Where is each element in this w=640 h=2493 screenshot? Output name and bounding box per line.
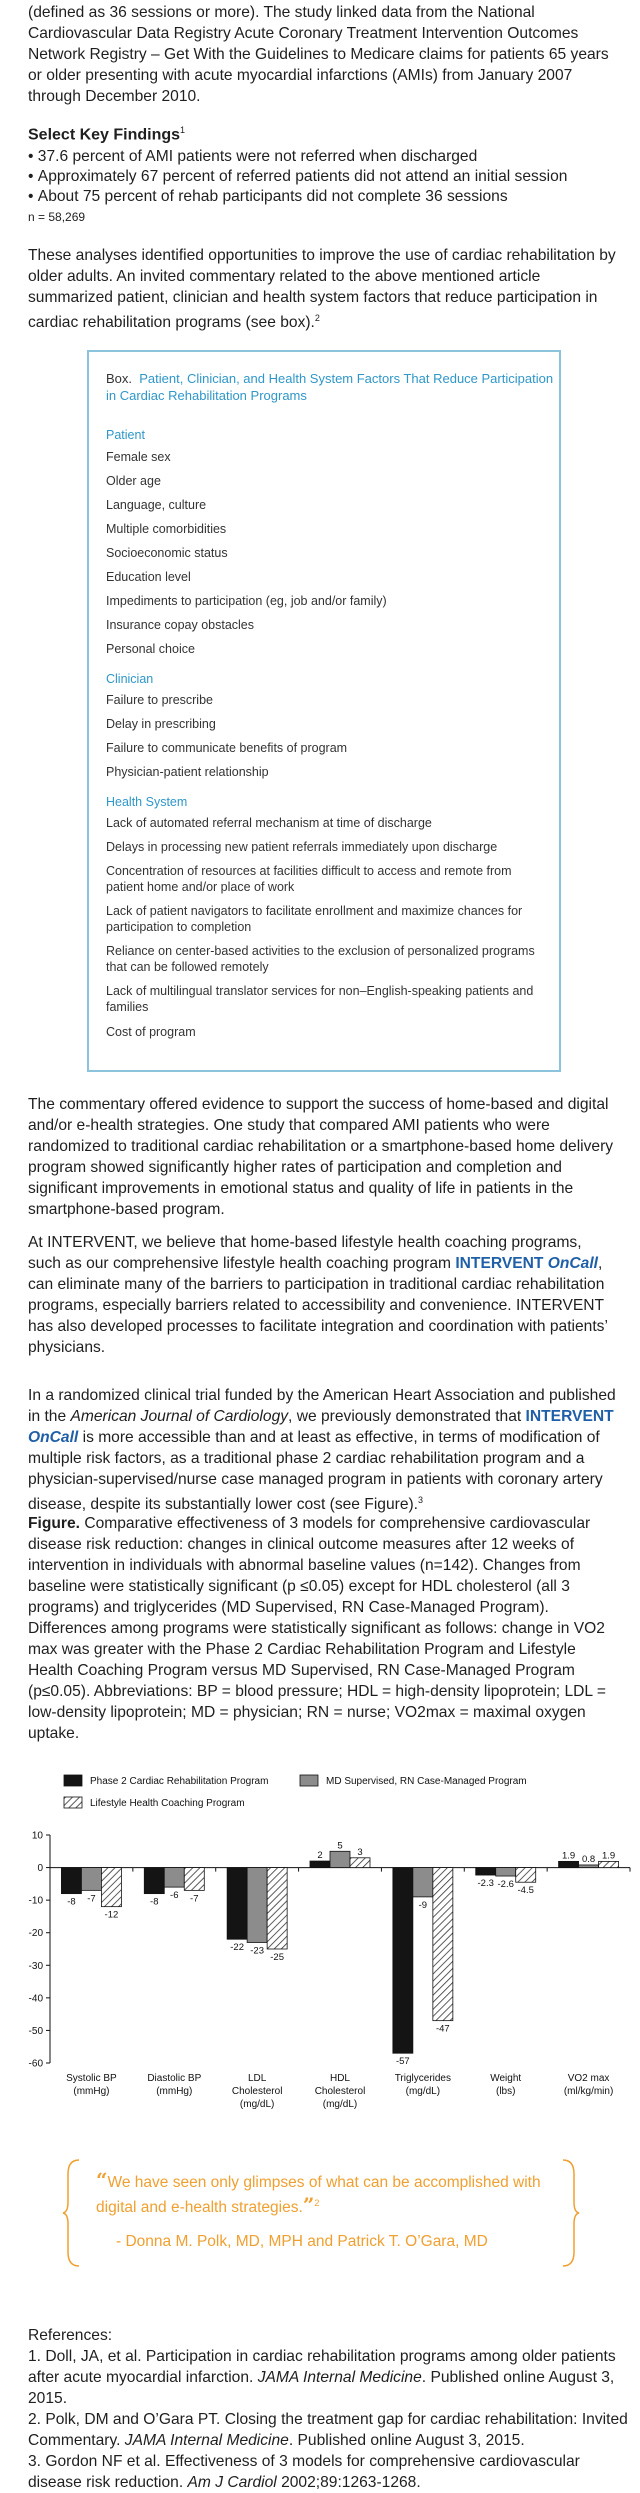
trial-paragraph: In a randomized clinical trial funded by the American Heart Association and published in the American Journal of Cardiology, we previously demonstrated that INTERVENT OnCall is more accessible than and at least as effective, in terms of modification of multiple risk factors, as a traditional phase 2 cardiac rehabilitation program and a physician-supervised/nurse case managed program in patients with coronary artery disease, despite its substantially lower cost (see Figure).$^3$	[28, 1387, 616, 1514]
data-label: -2.3	[477, 1878, 494, 1890]
box-section-patient: Patient	[106, 428, 145, 442]
list-item: Failure to prescribe	[106, 693, 213, 707]
bar	[579, 1865, 599, 1868]
list-item: Lack of patient navigators to facilitate enrollment and maximize chances for participation to completion	[106, 904, 523, 934]
list-item: Physician-patient relationship	[106, 765, 269, 779]
y-tick-label: -40	[28, 1993, 43, 2005]
figure-label: Figure.	[28, 1515, 80, 1532]
x-tick-label: Systolic BP	[66, 2073, 117, 2084]
data-label: 5	[337, 1840, 343, 1852]
bar	[184, 1868, 204, 1891]
list-item: • 37.6 percent of AMI patients were not referred when discharged	[28, 147, 618, 167]
data-label: -2.6	[497, 1879, 514, 1891]
figure-chart	[0, 1770, 640, 2200]
references	[28, 2325, 628, 2493]
y-tick-label: -30	[28, 1960, 43, 1972]
bar	[393, 1868, 413, 2054]
x-tick-label: (lbs)	[495, 2086, 516, 2097]
commentary-paragraph: The commentary offered evidence to support the success of home-based and digital and/or e-health strategies. One study that compared AMI patients who were randomized to traditional cardiac rehabilitation or a smartphone-based home delivery program showed significantly higher rates of participation and completion and significant improvements in emotional status and quality of life in patients in the smartphone-based program.	[28, 1096, 614, 1218]
y-tick-label: 0	[37, 1863, 43, 1875]
footnote-ref: 3	[418, 1495, 424, 1505]
journal-name: American Journal of Cardiology	[70, 1408, 289, 1425]
y-tick-label: -10	[28, 1895, 43, 1907]
bar	[101, 1868, 121, 1907]
data-label: -25	[270, 1952, 285, 1963]
list-item: Failure to communicate benefits of program	[106, 741, 348, 755]
data-label: 0.8	[581, 1853, 596, 1865]
legend-label: Lifestyle Health Coaching Program	[90, 1798, 245, 1809]
legend-swatch	[64, 1797, 82, 1808]
data-label: -23	[250, 1945, 265, 1957]
list-item: Delay in prescribing	[106, 717, 216, 731]
y-tick-label: -20	[28, 1928, 43, 1940]
legend-label: MD Supervised, RN Case-Managed Program	[326, 1776, 527, 1787]
x-tick-label: Cholesterol	[231, 2086, 283, 2097]
bar	[599, 1861, 619, 1867]
x-tick-label: Cholesterol	[314, 2086, 366, 2097]
legend-label: Phase 2 Cardiac Rehabilitation Program	[90, 1776, 269, 1787]
data-label: -4.5	[517, 1885, 534, 1897]
box-section-clinician: Clinician	[106, 672, 154, 686]
legend-swatch	[64, 1775, 82, 1786]
data-label: -22	[230, 1942, 245, 1954]
bar	[247, 1868, 267, 1943]
sample-size: n = 58,269	[28, 210, 86, 224]
x-tick-label: (mg/dL)	[405, 2086, 441, 2097]
x-tick-label: LDL	[247, 2073, 267, 2084]
data-label: -47	[435, 2023, 450, 2035]
key-findings-list	[28, 147, 618, 207]
list-item: Cost of program	[106, 1025, 196, 1039]
bar	[350, 1858, 370, 1868]
bar	[144, 1868, 164, 1894]
brand-name-suffix: OnCall	[28, 1429, 79, 1446]
quote-attribution: - Donna M. Polk, MD, MPH and Patrick T. O’Gara, MD	[116, 2233, 488, 2250]
footnote-ref: 2	[314, 313, 320, 323]
legend-swatch	[300, 1775, 318, 1786]
x-tick-label: Weight	[490, 2073, 522, 2084]
data-label: 2	[317, 1850, 323, 1862]
bar	[433, 1868, 453, 2021]
brand-name-suffix: OnCall	[547, 1255, 599, 1272]
intro-paragraph: (defined as 36 sessions or more). The study linked data from the National Cardiovascular Data Registry Acute Coronary Treatment Intervention Outcomes Network Registry – Get With the Guidelines to Medicare claims for patients 65 years or older presenting with acute myocardial infarctions (AMIs) from January 2007 through December 2010.	[28, 4, 609, 105]
data-label: 1.9	[561, 1850, 576, 1862]
list-item: Lack of multilingual translator services for non–English-speaking patients and families	[106, 984, 534, 1014]
data-label: -8	[150, 1896, 159, 1908]
quote-brace-left	[62, 2158, 82, 2268]
brand-name: INTERVENT	[455, 1255, 544, 1272]
list-item: Concentration of resources at facilities difficult to access and remote from patient home and/or place of work	[106, 864, 512, 894]
list-item: Socioeconomic status	[106, 546, 228, 560]
y-tick-label: 10	[31, 1830, 43, 1842]
bar	[496, 1868, 516, 1876]
data-label: -7	[87, 1893, 96, 1905]
x-tick-label: (mmHg)	[73, 2086, 110, 2097]
bar	[310, 1861, 330, 1868]
intervent-paragraph: At INTERVENT, we believe that home-based lifestyle health coaching programs, such as our comprehensive lifestyle health coaching program INTERVENT OnCall, can eliminate many of the barriers to participation in traditional cardiac rehabilitation programs, especially barriers related to accessibility and convenience. INTERVENT has also developed processes to facilitate integration and coordination with patients’ physicians.	[28, 1234, 608, 1356]
data-label: -9	[418, 1899, 428, 1911]
box-section-health-system: Health System	[106, 795, 188, 809]
list-item: Education level	[106, 570, 191, 584]
references-heading: References:	[28, 2327, 113, 2344]
bar	[164, 1868, 184, 1888]
x-tick-label: VO2 max	[567, 2073, 610, 2084]
pull-quote: “We have seen only glimpses of what can be accomplished with digital and e-health strategies.”$^2$	[96, 2168, 541, 2218]
box-title: Box. Patient, Clinician, and Health System Factors That Reduce Participation in Cardiac Rehabilitation Programs	[106, 371, 554, 403]
x-tick-label: (mg/dL)	[322, 2099, 358, 2110]
footnote-ref: 1	[180, 125, 186, 135]
close-quote-icon: ”	[302, 2193, 315, 2218]
x-tick-label: Triglycerides	[394, 2073, 452, 2084]
bar	[61, 1868, 81, 1894]
y-tick-label: -60	[28, 2058, 43, 2070]
brand-name: INTERVENT	[525, 1408, 614, 1425]
analysis-paragraph: These analyses identified opportunities to improve the use of cardiac rehabilitation by older adults. An invited commentary related to the above mentioned article summarized patient, clinician and health system factors that reduce participation in cardiac rehabilitation programs (see box).$^2$	[28, 247, 616, 332]
open-quote-icon: “	[96, 2168, 108, 2192]
x-tick-label: (mg/dL)	[239, 2099, 275, 2110]
data-label: -12	[104, 1909, 119, 1921]
data-label: -57	[395, 2056, 410, 2068]
data-label: -7	[190, 1893, 199, 1905]
list-item: • Approximately 67 percent of referred patients did not attend an initial session	[28, 167, 618, 187]
reference-item: 3. Gordon NF et al. Effectiveness of 3 models for comprehensive cardiovascular disease risk reduction. Am J Cardiol 2002;89:1263-1268.	[28, 2453, 580, 2491]
x-tick-label: HDL	[329, 2073, 351, 2084]
reference-item: 1. Doll, JA, et al. Participation in cardiac rehabilitation programs among older patients after acute myocardial infarction. JAMA Internal Medicine. Published online August 3, 2015.	[28, 2348, 616, 2407]
list-item: Impediments to participation (eg, job and/or family)	[106, 594, 387, 608]
data-label: 1.9	[601, 1850, 616, 1862]
list-item: Lack of automated referral mechanism at time of discharge	[106, 816, 432, 830]
bar	[330, 1851, 350, 1867]
reference-item: 2. Polk, DM and O’Gara PT. Closing the treatment gap for cardiac rehabilitation: Invited Commentary. JAMA Internal Medicine. Published online August 3, 2015.	[28, 2411, 628, 2449]
list-item: Personal choice	[106, 642, 195, 656]
list-item: Language, culture	[106, 498, 207, 512]
list-item: Reliance on center-based activities to the exclusion of personalized programs that can be followed remotely	[106, 944, 535, 974]
list-item: Older age	[106, 474, 161, 488]
figure-caption: Figure. Comparative effectiveness of 3 models for comprehensive cardiovascular disease risk reduction: changes in clinical outcome measures after 12 weeks of intervention in individuals with abnormal baseline values (n=142). Changes from baseline were statistically significant (p ≤0.05) except for HDL cholesterol (all 3 programs) and triglycerides (MD Supervised, RN Case-Managed Program). Differences among programs were statistically significant as follows: change in VO2 max was greater with the Phase 2 Cardiac Rehabilitation Program and Lifestyle Health Coaching Program versus MD Supervised, RN Case-Managed Program (p≤0.05). Abbreviations: BP = blood pressure; HDL = high-density lipoprotein; LDL = low-density lipoprotein; MD = physician; RN = nurse; VO2max = maximal oxygen uptake.	[28, 1515, 606, 1742]
bar	[476, 1868, 496, 1875]
x-tick-label: (mmHg)	[156, 2086, 193, 2097]
list-item: Multiple comorbidities	[106, 522, 227, 536]
bar	[559, 1861, 579, 1867]
key-findings-title: Select Key Findings$^1$	[28, 125, 186, 144]
bar	[267, 1868, 287, 1949]
list-item: Female sex	[106, 450, 171, 464]
bar	[81, 1868, 101, 1891]
y-tick-label: -50	[28, 2025, 43, 2037]
x-tick-label: (ml/kg/min)	[563, 2086, 614, 2097]
bar	[227, 1868, 247, 1940]
list-item: Insurance copay obstacles	[106, 618, 255, 632]
x-tick-label: Diastolic BP	[147, 2073, 202, 2084]
bar	[413, 1868, 433, 1897]
list-item: Delays in processing new patient referrals immediately upon discharge	[106, 840, 498, 854]
data-label: -8	[67, 1896, 76, 1908]
data-label: -6	[170, 1890, 179, 1902]
bar	[516, 1868, 536, 1883]
data-label: 3	[357, 1846, 363, 1858]
list-item: • About 75 percent of rehab participants did not complete 36 sessions	[28, 187, 618, 207]
